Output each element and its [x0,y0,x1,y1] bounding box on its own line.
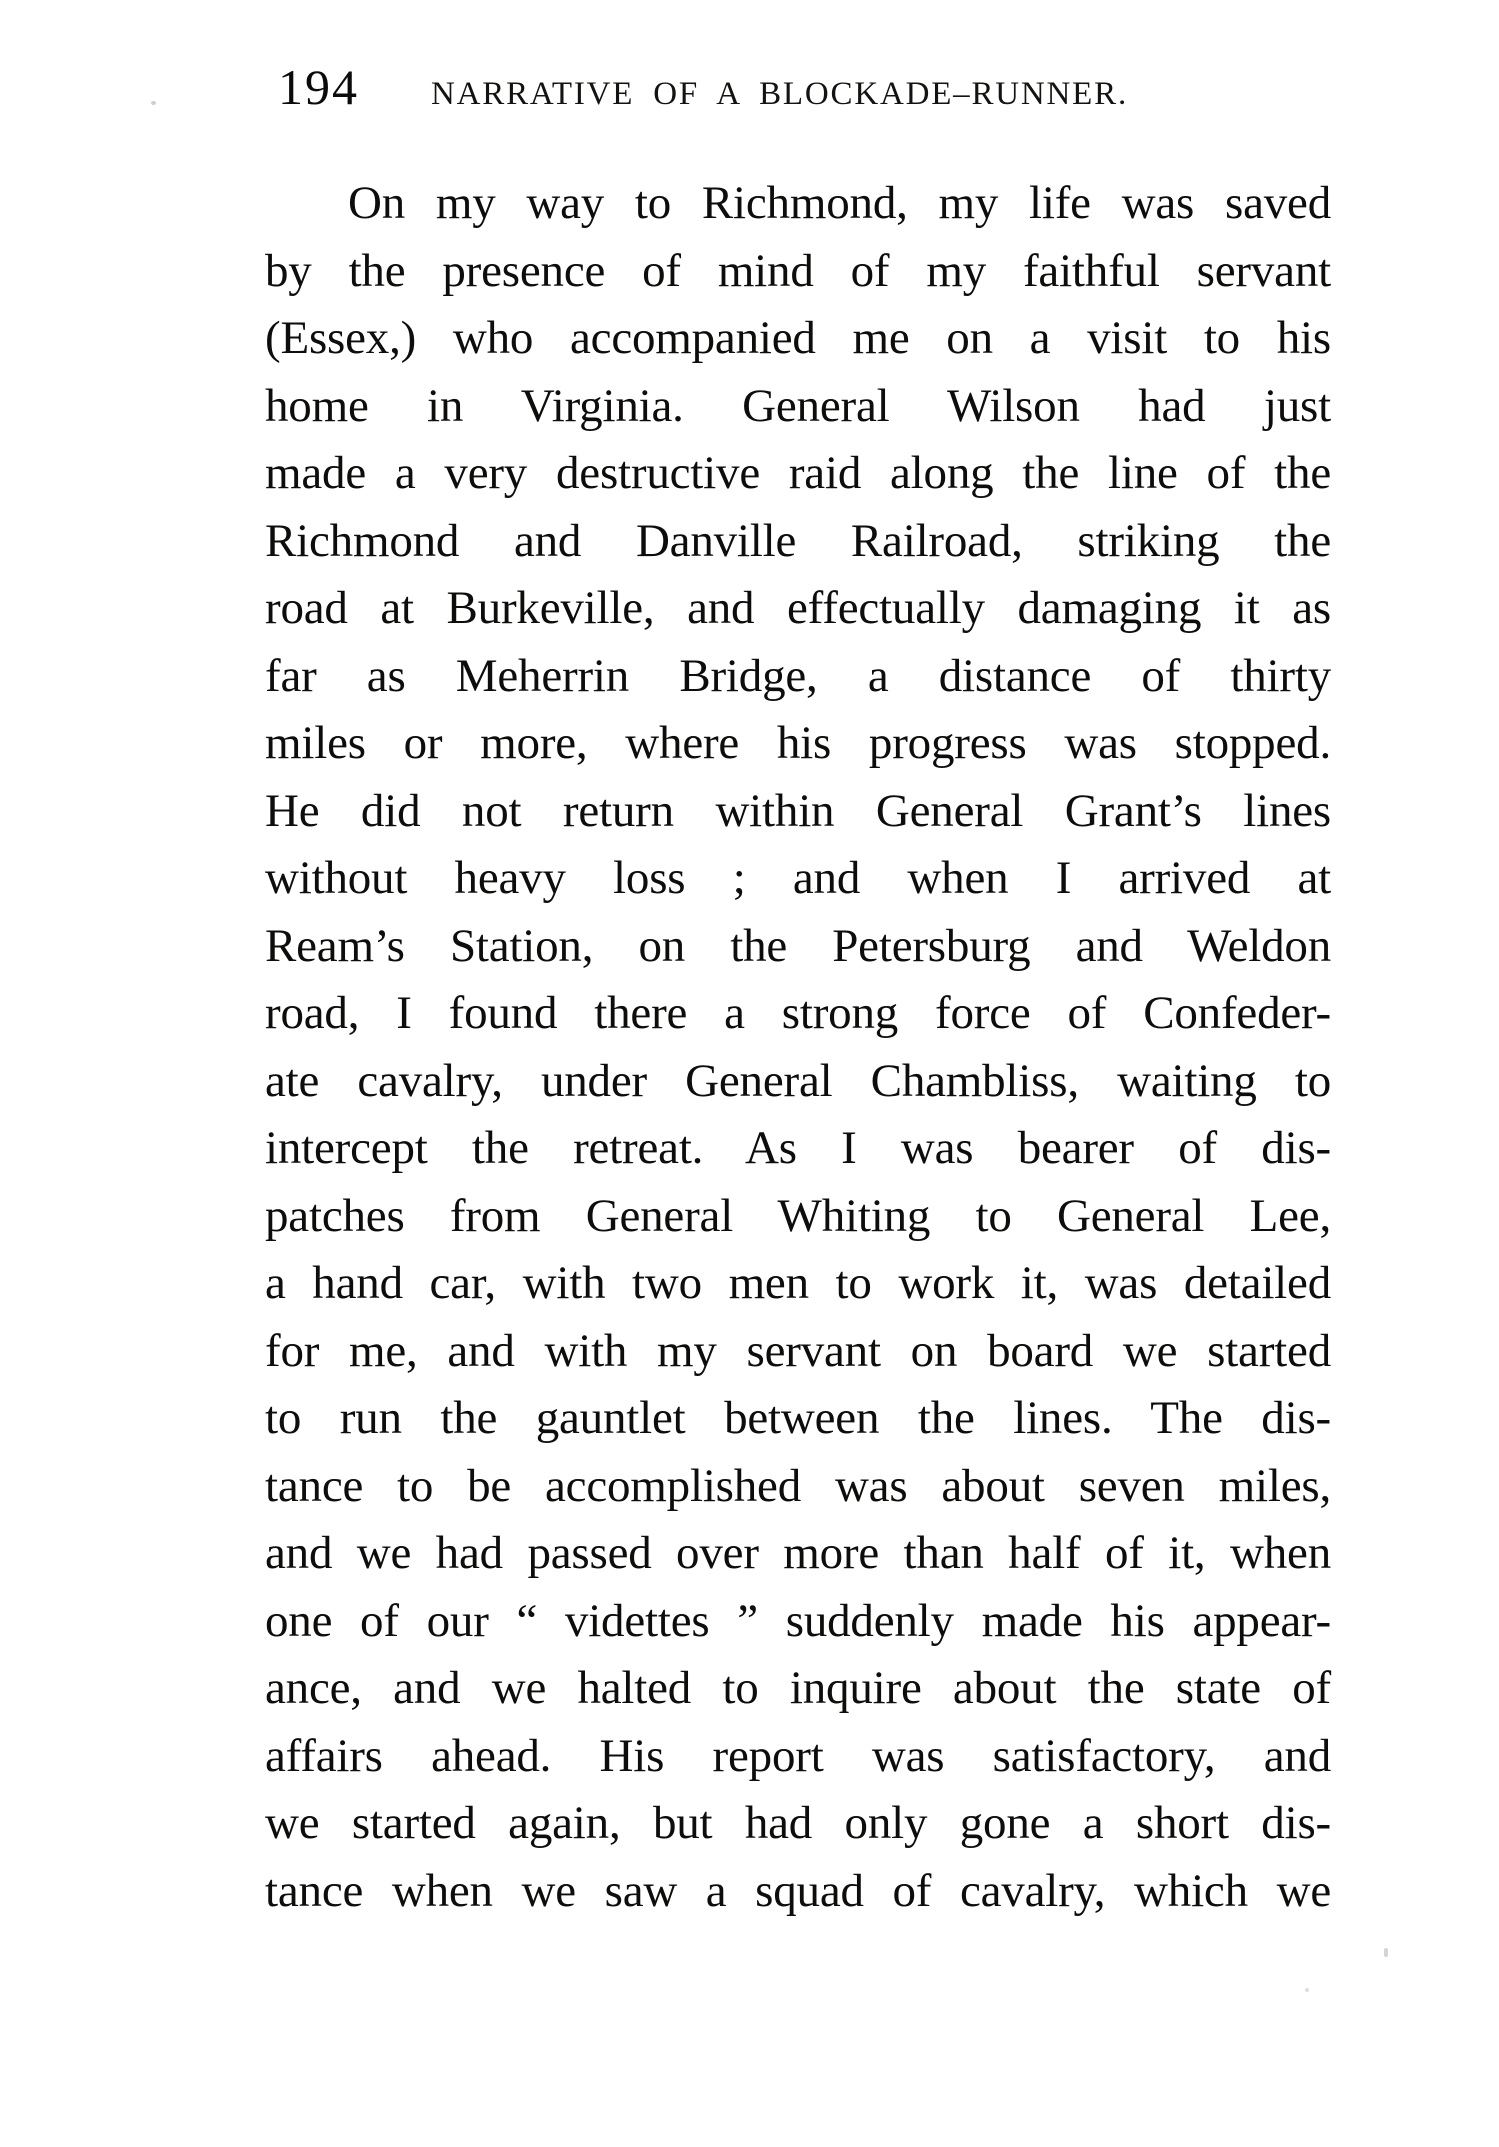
text-line: we started again, but had only gone a short dis- [265,1797,1331,1849]
text-line: road, I found there a strong force of Confeder- [265,987,1331,1039]
ink-speck [151,101,156,105]
running-title: NARRATIVE OF A BLOCKADE–RUNNER. [431,76,1129,112]
page-header [278,60,1128,115]
text-line: intercept the retreat. As I was bearer of dis- [265,1122,1331,1174]
text-line: by the presence of mind of my faithful servant [265,244,1331,297]
text-line: He did not return within General Grant’s lines [265,784,1331,837]
text-line: far as Meherrin Bridge, a distance of thirty [265,649,1331,702]
body-text [265,170,1331,1925]
text-line: Richmond and Danville Railroad, striking the [265,514,1331,567]
text-line: made a very destructive raid along the line of the [265,447,1331,499]
text-line: one of our “ videttes ” suddenly made his appear- [265,1594,1331,1647]
text-line: patches from General Whiting to General Lee, [265,1189,1331,1242]
text-line: On my way to Richmond, my life was saved [348,177,1331,229]
text-line: home in Virginia. General Wilson had just [265,379,1331,432]
ink-speck [1305,1988,1309,1992]
text-line: affairs ahead. His report was satisfactory, and [265,1729,1331,1782]
text-line: a hand car, with two men to work it, was detailed [265,1257,1331,1309]
text-line: tance when we saw a squad of cavalry, which we [265,1864,1331,1917]
text-line: ance, and we halted to inquire about the state of [265,1662,1331,1714]
text-line: without heavy loss ; and when I arrived at [265,852,1331,904]
text-line: for me, and with my servant on board we started [265,1324,1331,1377]
text-line: and we had passed over more than half of it, when [265,1527,1331,1579]
text-line: miles or more, where his progress was stopped. [265,717,1331,769]
text-line: to run the gauntlet between the lines. The dis- [265,1392,1331,1444]
text-line: (Essex,) who accompanied me on a visit to his [265,312,1331,364]
text-line: ate cavalry, under General Chambliss, waiting to [265,1054,1331,1107]
text-line: Ream’s Station, on the Petersburg and Weldon [265,919,1331,972]
page-number: 194 [278,59,359,115]
ink-speck [1384,1948,1388,1957]
text-line: tance to be accomplished was about seven miles, [265,1459,1331,1512]
text-line: road at Burkeville, and effectually damaging it as [265,582,1331,634]
